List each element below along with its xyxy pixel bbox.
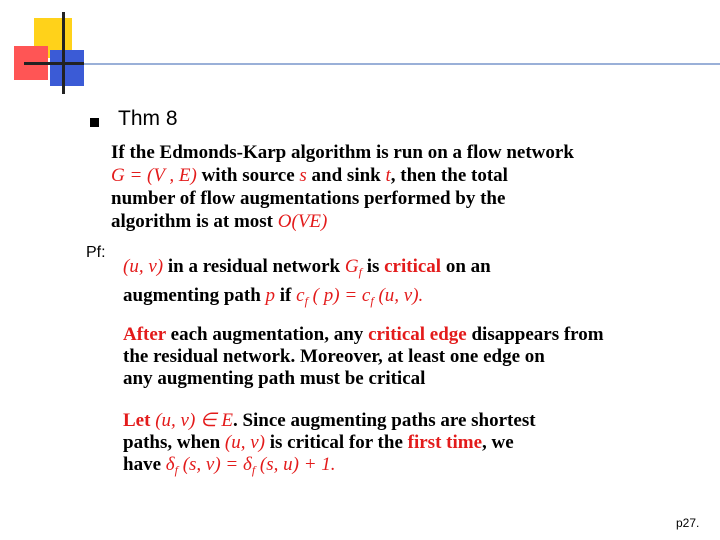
math-symbol: c bbox=[296, 285, 305, 306]
highlight-after: After bbox=[123, 324, 166, 345]
math-symbol: (s, u) + 1. bbox=[255, 454, 336, 475]
math-symbol: ( p) = c bbox=[307, 285, 371, 306]
math-capacity-equation bbox=[296, 285, 423, 306]
proof-paragraph-1 bbox=[123, 255, 683, 313]
math-subscript: f bbox=[251, 463, 256, 477]
proof-text-fragment: on an bbox=[441, 256, 491, 277]
theorem-text-fragment: with source bbox=[196, 165, 300, 186]
math-graph: G = (V , E) bbox=[111, 165, 197, 186]
decor-vertical-line bbox=[62, 12, 65, 94]
proof-text-fragment: is critical for the bbox=[265, 432, 408, 453]
theorem-line-3: number of flow augmentations performed by the bbox=[111, 188, 506, 209]
highlight-critical-edge: critical edge bbox=[368, 324, 467, 345]
proof-text-fragment: if bbox=[275, 285, 297, 306]
proof3-line-1 bbox=[123, 410, 683, 432]
theorem-line-1: If the Edmonds-Karp algorithm is run on a flow network bbox=[111, 142, 574, 163]
proof2-line-2: the residual network. Moreover, at least one edge on bbox=[123, 346, 545, 367]
theorem-line-4 bbox=[111, 210, 671, 233]
proof-text-fragment: each augmentation, any bbox=[165, 324, 369, 345]
math-subscript: f bbox=[174, 463, 178, 477]
highlight-first-time: first time bbox=[407, 432, 483, 453]
proof-text-fragment: , we bbox=[482, 432, 514, 453]
proof2-line-3: any augmenting path must be critical bbox=[123, 368, 426, 389]
math-symbol: G bbox=[344, 256, 359, 277]
theorem-text-fragment: and sink bbox=[306, 165, 386, 186]
proof-text-fragment: disappears from bbox=[466, 324, 604, 345]
highlight-critical: critical bbox=[384, 256, 442, 277]
decor-blue-square bbox=[50, 50, 84, 86]
theorem-text-fragment: , then the total bbox=[390, 165, 508, 186]
math-distance-equation bbox=[166, 454, 336, 475]
slide-heading: Thm 8 bbox=[118, 107, 178, 130]
proof-label: Pf: bbox=[86, 244, 106, 261]
proof-text-fragment: . Since augmenting paths are shortest bbox=[232, 410, 536, 431]
proof3-line-2 bbox=[123, 432, 683, 454]
proof3-line-3 bbox=[123, 454, 683, 481]
proof-text-fragment: in a residual network bbox=[163, 256, 345, 277]
math-path: p bbox=[265, 285, 276, 306]
math-symbol: δ bbox=[165, 454, 175, 475]
proof-paragraph-2 bbox=[123, 324, 683, 390]
proof-paragraph-3 bbox=[123, 410, 683, 481]
proof1-line-2 bbox=[123, 284, 683, 313]
math-sink: t bbox=[385, 165, 391, 186]
math-subscript: f bbox=[304, 294, 308, 308]
math-subscript: f bbox=[358, 265, 362, 279]
theorem-line-2 bbox=[111, 164, 671, 187]
proof-text-fragment: is bbox=[361, 256, 385, 277]
highlight-let: Let bbox=[123, 410, 156, 431]
proof-text-fragment: paths, when bbox=[123, 432, 225, 453]
math-residual-network bbox=[345, 256, 362, 277]
header-rule bbox=[24, 63, 720, 65]
math-edge-in-e: (u, v) ∈ E bbox=[155, 410, 233, 431]
proof-text-fragment: augmenting path bbox=[123, 285, 266, 306]
theorem-text-fragment: algorithm is at most bbox=[111, 211, 278, 232]
math-subscript: f bbox=[370, 294, 374, 308]
math-edge: (u, v) bbox=[123, 256, 164, 277]
proof2-line-1 bbox=[123, 324, 683, 346]
proof-text-fragment: have bbox=[123, 454, 166, 475]
square-bullet-icon bbox=[90, 118, 99, 127]
math-source: s bbox=[299, 165, 307, 186]
math-symbol: (s, v) = δ bbox=[177, 454, 252, 475]
page-number: p27. bbox=[676, 516, 700, 530]
header-rule-accent bbox=[24, 62, 84, 65]
theorem-text bbox=[111, 141, 671, 233]
proof1-line-1 bbox=[123, 255, 683, 284]
math-symbol: (u, v). bbox=[373, 285, 424, 306]
math-edge: (u, v) bbox=[224, 432, 265, 453]
math-big-o: O(VE) bbox=[277, 211, 328, 232]
